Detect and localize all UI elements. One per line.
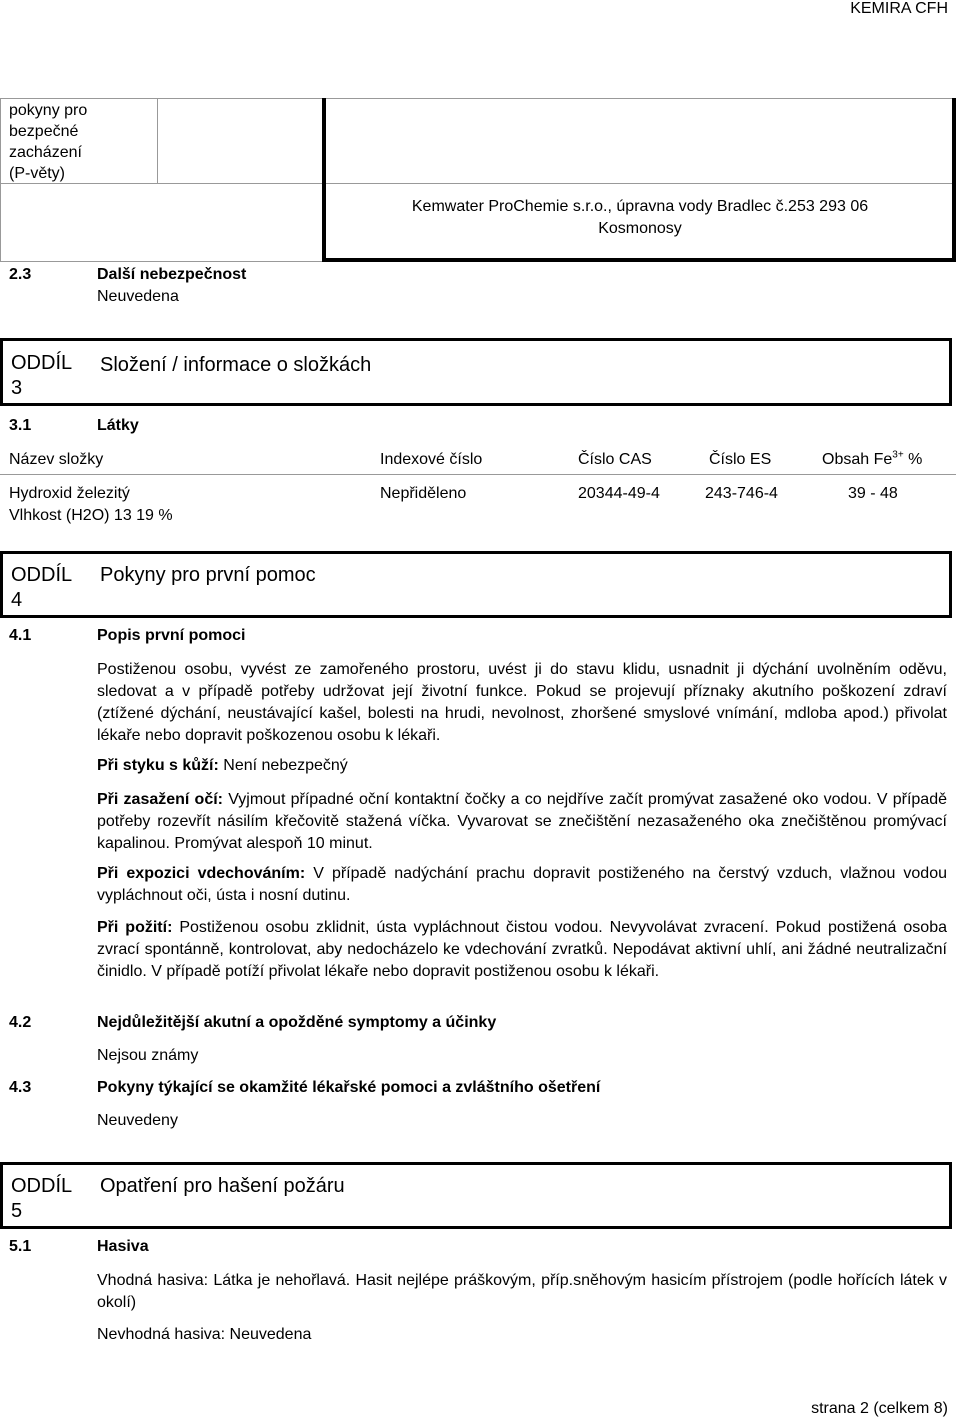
section-2-3-title: Další nebezpečnost (97, 266, 247, 283)
section-4-2-title: Nejdůležitější akutní a opožděné symptomy a účinky (97, 1014, 497, 1031)
section-3-1-number: 3.1 (9, 417, 32, 434)
ingestion: Při požití: Postiženou osobu zklidnit, ústa vypláchnout čistou vodou. Nevyvolávat zvracení. Pokud postižená osoba zvrací spontánně, kontrolovat, aby nedocházelo ke vdechování zvratků. Nepodávat aktivní uhlí, ani žádné neutralizační činidlo. V případě potíží přivolat lékaře nebo dopravit postiženou osobu k lékaři. (97, 919, 948, 980)
cell-index: Nepřiděleno (380, 485, 467, 502)
first-aid-general: Postiženou osobu, vyvést ze zamořeného prostoru, uvést ji do stavu klidu, usnadnit ji dýchání uvolněním oděvu, sledovat a v případě potřeby udržovat její životní funkce. Pokud se projevují příznaky akutního poškození zdraví (ztížené dýchání, neustávající kašel, bolesti na hrudi, nevolnost, zhoršené smyslové vnímání, mdloba apod.) přivolat lékaře nebo dopravit poškozenou osobu k lékaři. (97, 661, 947, 744)
section-4-header (0, 551, 952, 618)
cell-fe: 39 - 48 (848, 485, 898, 502)
col-cas-header: Číslo CAS (578, 451, 652, 468)
supplier-address: Kemwater ProChemie s.r.o., úpravna vody Bradlec č.253 293 06 Kosmonosy (411, 198, 869, 237)
section-4-2-number: 4.2 (9, 1014, 32, 1031)
cell-name: Hydroxid železitý (9, 485, 130, 502)
section-3-header (0, 338, 952, 406)
page-number: strana 2 (celkem 8) (811, 1400, 948, 1417)
col-index-header: Indexové číslo (380, 451, 483, 468)
p-statements-label: pokyny pro bezpečné zacházení (P-věty) (9, 102, 88, 182)
section-3-title: Složení / informace o složkách (100, 354, 372, 376)
section-4-1-number: 4.1 (9, 627, 32, 644)
section-4-label: ODDÍL 4 (11, 564, 73, 611)
section-4-3-text: Neuvedeny (97, 1112, 178, 1129)
section-5-title: Opatření pro hašení požáru (100, 1175, 345, 1197)
cell-moisture: Vlhkost (H2O) 13 19 % (9, 507, 173, 524)
inhalation: Při expozici vdechováním: V případě nadýchání prachu dopravit postiženého na čerstvý vzduch, vlažnou vodou vypláchnout oči, ústa i nosní dutinu. (97, 865, 948, 904)
section-4-2-text: Nejsou známy (97, 1047, 199, 1064)
section-4-3-number: 4.3 (9, 1079, 32, 1096)
section-4-1-title: Popis první pomoci (97, 627, 246, 644)
section-4-3-title: Pokyny týkající se okamžité lékařské pomoci a zvláštního ošetření (97, 1079, 601, 1096)
section-5-label: ODDÍL 5 (11, 1175, 73, 1222)
col-es-header: Číslo ES (709, 451, 772, 468)
cell-cas: 20344-49-4 (578, 485, 660, 502)
company-header: KEMIRA CFH (850, 0, 948, 17)
section-2-3-number: 2.3 (9, 266, 32, 283)
col-fe-header: Obsah $Fe^{3+}$ % (822, 449, 923, 468)
skin-contact: Při styku s kůží: Není nebezpečný (97, 757, 348, 774)
section-5-header (0, 1162, 952, 1229)
suitable-media: Vhodná hasiva: Látka je nehořlavá. Hasit nejlépe práškovým, příp.sněhovým hasicím přístrojem (podle hořících látek v okolí) (97, 1272, 947, 1311)
section-3-1-title: Látky (97, 417, 139, 434)
section-5-1-number: 5.1 (9, 1238, 32, 1255)
col-name-header: Název složky (9, 451, 104, 468)
section-3-label: ODDÍL 3 (11, 352, 73, 399)
section-2-3-text: Neuvedena (97, 288, 179, 305)
section-4-title: Pokyny pro první pomoc (100, 564, 316, 586)
table-divider (0, 474, 956, 475)
section-5-1-title: Hasiva (97, 1238, 149, 1255)
cell-es: 243-746-4 (705, 485, 778, 502)
unsuitable-media: Nevhodná hasiva: Neuvedena (97, 1326, 312, 1343)
eye-contact: Při zasažení očí: Vyjmout případné oční kontaktní čočky a co nejdříve začít promývat zasažené oko vodou. V případě potřeby rozevřít násilím křečovitě stažená víčka. Vyvarovat se znečištění nezasaženého oka znečištěnou promývací kapalinou. Promývat alespoň 10 minut. (97, 791, 947, 852)
